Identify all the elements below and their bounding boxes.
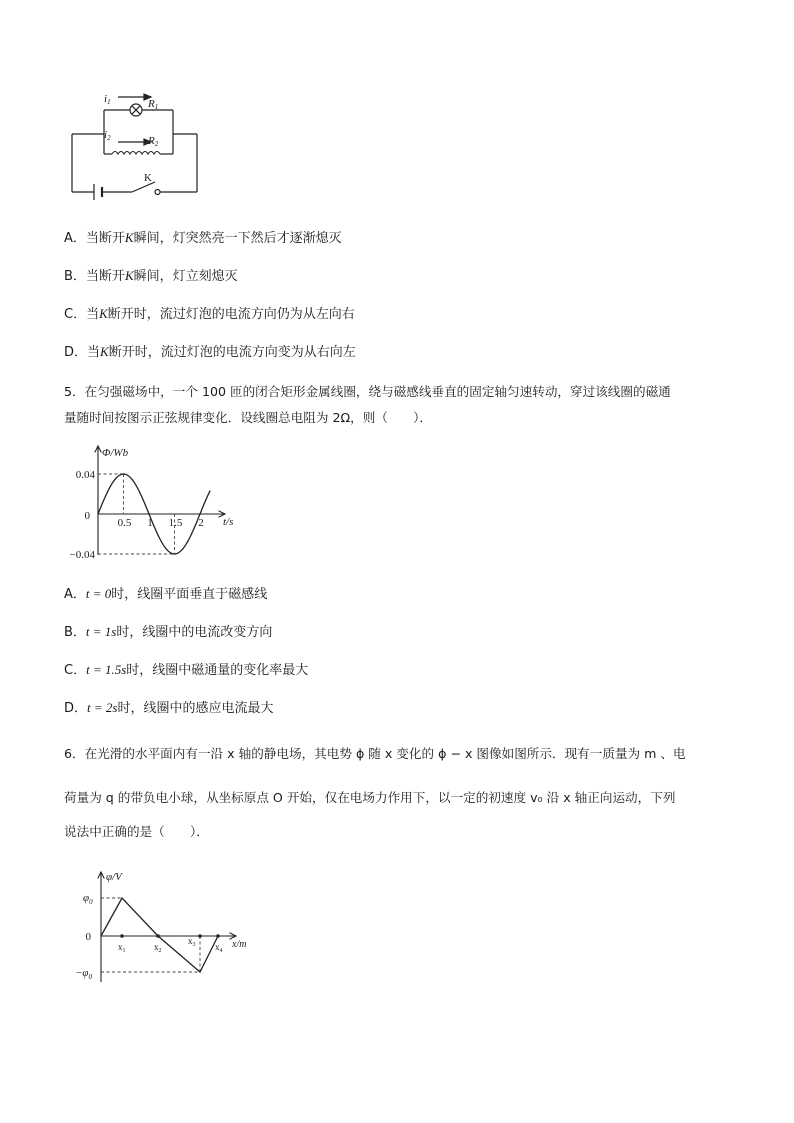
x-axis-label: x/m — [232, 939, 247, 950]
x4-label: $x_4$ — [215, 942, 223, 954]
neg-phi0-label: $-\varphi_0$ — [75, 967, 93, 981]
lamp-icon — [130, 104, 142, 116]
q6-stem-line2: 荷量为 q 的带负电小球，从坐标原点 O 开始，仅在电场力作用下，以一定的初速度 v₀ 沿 x 轴正向运动，下列 — [64, 790, 676, 805]
svg-text:R2: R2 — [148, 135, 159, 148]
x3-label: $x_3$ — [188, 936, 196, 948]
label-i2: i — [104, 129, 108, 141]
q4-option-c[interactable]: C．当K断开时，流过灯泡的电流方向仍为从左向右 — [64, 306, 355, 322]
label-k: K — [144, 172, 152, 184]
q5-option-a[interactable]: A．t = 0时，线圈平面垂直于磁感线 — [64, 586, 268, 602]
q6-stem-line1: 6．在光滑的水平面内有一沿 x 轴的静电场，其电势 ϕ 随 x 变化的 ϕ − x 图像如图所示．现有一质量为 m 、电 — [64, 746, 686, 761]
q4-option-b[interactable]: B．当断开K瞬间，灯立刻熄灭 — [64, 268, 238, 284]
svg-text:R1: R1 — [148, 98, 159, 111]
origin-label: 0 — [84, 510, 90, 522]
x-tick-label-1: 0.5 — [117, 517, 132, 529]
label-r2: R — [148, 135, 155, 147]
x-tick-label-3: 1.5 — [168, 517, 183, 529]
current-arrow-i2 — [118, 139, 151, 145]
circuit-diagram — [60, 88, 210, 200]
svg-text:i1: i1 — [104, 93, 111, 106]
inductor-coil — [112, 152, 160, 155]
battery-icon — [94, 184, 102, 200]
origin-label: 0 — [85, 931, 91, 943]
q4-option-d[interactable]: D．当K断开时，流过灯泡的电流方向变为从右向左 — [64, 344, 356, 360]
x-tick-label-2: 1 — [147, 517, 153, 529]
q5-stem-line2: 量随时间按图示正弦规律变化．设线圈总电阻为 2Ω，则（ ）． — [64, 410, 432, 425]
current-arrow-i1 — [118, 94, 151, 100]
flux-time-chart — [60, 440, 250, 565]
x-axis-label: t/s — [223, 516, 234, 528]
point-x2 — [156, 934, 160, 938]
q5-option-d[interactable]: D．t = 2s时，线圈中的感应电流最大 — [64, 700, 274, 716]
q5-option-c[interactable]: C．t = 1.5s时，线圈中磁通量的变化率最大 — [64, 662, 309, 678]
point-x1 — [120, 934, 124, 938]
q4-option-a[interactable]: A．当断开K瞬间，灯突然亮一下然后才逐渐熄灭 — [64, 230, 342, 246]
point-x4 — [216, 934, 220, 938]
q5-option-b[interactable]: B．t = 1s时，线圈中的电流改变方向 — [64, 624, 273, 640]
x-tick-label-4: 2 — [198, 517, 204, 529]
svg-text:i2: i2 — [104, 129, 111, 142]
x2-label: $x_2$ — [154, 942, 162, 954]
y-tick-label-pos: 0.04 — [75, 469, 95, 481]
point-x3 — [198, 934, 202, 938]
y-axis-label: Φ/Wb — [102, 447, 129, 459]
y-axis-label: φ/V — [106, 871, 122, 883]
potential-x-chart — [75, 868, 258, 988]
label-i1: i — [104, 93, 108, 105]
y-tick-label-neg: −0.04 — [69, 549, 95, 561]
q5-stem-line1: 5．在匀强磁场中，一个 100 匝的闭合矩形金属线圈，绕与磁感线垂直的固定轴匀速转动，穿过该线圈的磁通 — [64, 384, 671, 399]
phi0-label: $\varphi_0$ — [83, 892, 93, 906]
label-r1: R — [148, 98, 155, 110]
q6-stem-line3: 说法中正确的是（ ）． — [64, 824, 209, 839]
x1-label: $x_1$ — [118, 942, 126, 954]
